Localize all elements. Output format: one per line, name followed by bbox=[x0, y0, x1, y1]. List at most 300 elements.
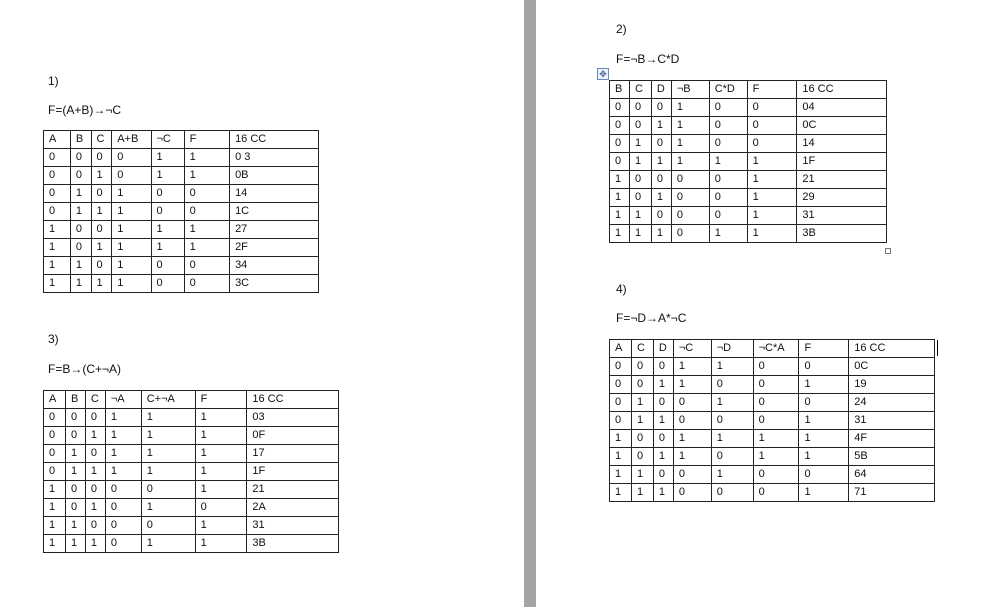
table-cell: 1C bbox=[230, 203, 319, 221]
table-cell: 1 bbox=[651, 189, 671, 207]
table-cell: 0 bbox=[651, 135, 671, 153]
table-cell: 0 bbox=[629, 171, 651, 189]
table-cell: 0 bbox=[799, 466, 849, 484]
table-cell: 1 bbox=[70, 203, 91, 221]
table-cell: 1 bbox=[610, 448, 632, 466]
table-cell: 1 bbox=[753, 448, 799, 466]
table-cell: 0C bbox=[797, 117, 887, 135]
table-row bbox=[610, 448, 935, 466]
table-cell: 0 bbox=[629, 99, 651, 117]
formula: F=(A+B)→¬C bbox=[48, 103, 122, 117]
table-cell: 1 bbox=[673, 376, 711, 394]
table-cell: 0 bbox=[651, 99, 671, 117]
table-cell: 1 bbox=[195, 481, 247, 499]
task-number: 3) bbox=[48, 332, 59, 346]
table-cell: 1F bbox=[797, 153, 887, 171]
table-cell: 0 bbox=[44, 203, 71, 221]
task-number: 2) bbox=[616, 22, 627, 36]
table-cell: 0 bbox=[85, 445, 105, 463]
table-cell: 03 bbox=[247, 409, 339, 427]
table-cell: 0 bbox=[653, 466, 673, 484]
table-cell: 1 bbox=[151, 239, 184, 257]
table-row bbox=[610, 358, 935, 376]
table-row bbox=[44, 221, 319, 239]
table-cell: 1 bbox=[195, 427, 247, 445]
table-cell: 0 3 bbox=[230, 149, 319, 167]
table-cell: 0 bbox=[141, 517, 195, 535]
table-cell: 0 bbox=[711, 448, 753, 466]
table-cell: 1 bbox=[44, 257, 71, 275]
table-cell: 0 bbox=[85, 481, 105, 499]
table-cell: 1 bbox=[105, 427, 141, 445]
table-cell: 0 bbox=[44, 409, 66, 427]
table-cell: 0 bbox=[91, 221, 112, 239]
header-row bbox=[610, 340, 935, 358]
table-cell: 24 bbox=[849, 394, 935, 412]
table-cell: 1 bbox=[610, 171, 630, 189]
table-cell: 1 bbox=[610, 466, 632, 484]
task-4-number-block bbox=[616, 282, 627, 296]
table-cell: 0 bbox=[85, 409, 105, 427]
table-cell: 14 bbox=[230, 185, 319, 203]
table-cell: 21 bbox=[797, 171, 887, 189]
table-cell: 1 bbox=[44, 239, 71, 257]
table-cell: 71 bbox=[849, 484, 935, 502]
task-number: 1) bbox=[48, 74, 59, 88]
table-cell: 0 bbox=[653, 358, 673, 376]
table-cell: 4F bbox=[849, 430, 935, 448]
table-resize-handle[interactable] bbox=[885, 248, 891, 254]
table-cell: 1 bbox=[44, 517, 66, 535]
column-header: 16 CC bbox=[230, 131, 319, 149]
table-cell: 0 bbox=[709, 189, 747, 207]
table-cell: 2F bbox=[230, 239, 319, 257]
table-cell: 1 bbox=[673, 430, 711, 448]
table-cell: 0 bbox=[105, 481, 141, 499]
table-cell: 0 bbox=[753, 358, 799, 376]
table-cell: 1 bbox=[629, 207, 651, 225]
table-cell: 0 bbox=[671, 171, 709, 189]
table-cell: 1 bbox=[44, 499, 66, 517]
text-cursor bbox=[937, 340, 938, 356]
column-header: ¬C bbox=[673, 340, 711, 358]
column-header: C+¬A bbox=[141, 391, 195, 409]
table-cell: 31 bbox=[849, 412, 935, 430]
column-header: F bbox=[799, 340, 849, 358]
table-cell: 0 bbox=[631, 430, 653, 448]
table-cell: 1 bbox=[653, 376, 673, 394]
task-1-number-block bbox=[48, 74, 59, 88]
table-cell: 0 bbox=[610, 394, 632, 412]
table-cell: 1 bbox=[184, 221, 229, 239]
table-cell: 0 bbox=[44, 167, 71, 185]
table-cell: 5B bbox=[849, 448, 935, 466]
table-cell: 0 bbox=[151, 185, 184, 203]
task-1-formula-block bbox=[48, 103, 121, 117]
table-cell: 1 bbox=[91, 167, 112, 185]
table-row bbox=[610, 430, 935, 448]
table-cell: 1 bbox=[631, 484, 653, 502]
table-row bbox=[44, 257, 319, 275]
table-cell: 17 bbox=[247, 445, 339, 463]
table-cell: 0 bbox=[44, 149, 71, 167]
header-row bbox=[610, 81, 887, 99]
table-cell: 1 bbox=[105, 445, 141, 463]
table-cell: 34 bbox=[230, 257, 319, 275]
table-cell: 0 bbox=[44, 445, 66, 463]
table-cell: 0 bbox=[747, 135, 797, 153]
table-cell: 1 bbox=[610, 189, 630, 207]
table-cell: 1 bbox=[141, 427, 195, 445]
table-cell: 1 bbox=[747, 171, 797, 189]
table-cell: 1 bbox=[65, 463, 85, 481]
table-cell: 29 bbox=[797, 189, 887, 207]
column-header: ¬D bbox=[711, 340, 753, 358]
table-cell: 1 bbox=[85, 535, 105, 553]
table-cell: 0 bbox=[70, 149, 91, 167]
table-cell: 1 bbox=[799, 412, 849, 430]
task-4-formula-block bbox=[616, 311, 686, 325]
table-cell: 1 bbox=[105, 409, 141, 427]
table-cell: 1 bbox=[65, 445, 85, 463]
table-cell: 1 bbox=[85, 427, 105, 445]
table-cell: 0 bbox=[610, 117, 630, 135]
table-cell: 0 bbox=[65, 409, 85, 427]
column-header: B bbox=[70, 131, 91, 149]
column-header: F bbox=[184, 131, 229, 149]
table-cell: 1 bbox=[671, 99, 709, 117]
table-cell: 0 bbox=[44, 185, 71, 203]
table-cell: 1 bbox=[141, 409, 195, 427]
table-cell: 1 bbox=[651, 225, 671, 243]
table-cell: 1 bbox=[70, 185, 91, 203]
table-row bbox=[610, 171, 887, 189]
column-header: ¬C bbox=[151, 131, 184, 149]
table-cell: 1 bbox=[112, 275, 151, 293]
table-cell: 0 bbox=[610, 135, 630, 153]
column-header: ¬B bbox=[671, 81, 709, 99]
table-cell: 0 bbox=[105, 535, 141, 553]
table-row bbox=[610, 117, 887, 135]
table-cell: 0 bbox=[709, 117, 747, 135]
table-cell: 1 bbox=[112, 185, 151, 203]
table-cell: 0 bbox=[44, 427, 66, 445]
table-row bbox=[44, 239, 319, 257]
table-cell: 1 bbox=[671, 117, 709, 135]
table-row bbox=[610, 135, 887, 153]
table-cell: 1 bbox=[610, 484, 632, 502]
table-cell: 1 bbox=[711, 430, 753, 448]
table-cell: 1 bbox=[653, 412, 673, 430]
table-row bbox=[44, 149, 319, 167]
table-cell: 0 bbox=[44, 463, 66, 481]
table-move-handle-icon[interactable]: ✥ bbox=[597, 68, 609, 80]
table-cell: 14 bbox=[797, 135, 887, 153]
column-header: 16 CC bbox=[849, 340, 935, 358]
table-cell: 0 bbox=[709, 207, 747, 225]
table-cell: 0 bbox=[753, 376, 799, 394]
table-cell: 1 bbox=[65, 535, 85, 553]
table-cell: 0 bbox=[70, 221, 91, 239]
table-cell: 0B bbox=[230, 167, 319, 185]
table-cell: 1 bbox=[70, 257, 91, 275]
formula: F=B→(C+¬A) bbox=[48, 362, 122, 376]
table-cell: 0 bbox=[799, 394, 849, 412]
table-cell: 1 bbox=[653, 448, 673, 466]
header-row bbox=[44, 391, 339, 409]
table-cell: 0 bbox=[151, 275, 184, 293]
formula: F=¬D→A*¬C bbox=[616, 311, 687, 325]
table-cell: 1 bbox=[70, 275, 91, 293]
table-cell: 0 bbox=[112, 167, 151, 185]
table-cell: 0 bbox=[631, 358, 653, 376]
table-cell: 1 bbox=[747, 189, 797, 207]
table-cell: 1 bbox=[112, 257, 151, 275]
table-cell: 1 bbox=[184, 167, 229, 185]
table-cell: 1 bbox=[711, 466, 753, 484]
column-header: C bbox=[85, 391, 105, 409]
table-cell: 04 bbox=[797, 99, 887, 117]
table-cell: 1 bbox=[184, 149, 229, 167]
table-cell: 0 bbox=[671, 225, 709, 243]
table-row bbox=[44, 499, 339, 517]
table-cell: 0 bbox=[709, 99, 747, 117]
table-row bbox=[610, 484, 935, 502]
table-cell: 0 bbox=[70, 167, 91, 185]
table-row bbox=[44, 535, 339, 553]
column-header: C bbox=[629, 81, 651, 99]
table-row bbox=[610, 466, 935, 484]
table-row bbox=[44, 185, 319, 203]
table-cell: 0 bbox=[184, 185, 229, 203]
task-4-table-block bbox=[609, 339, 935, 502]
column-header: F bbox=[195, 391, 247, 409]
table-cell: 0 bbox=[610, 358, 632, 376]
table-cell: 0 bbox=[610, 376, 632, 394]
task-2-number-block bbox=[616, 22, 627, 36]
task-3-number-block bbox=[48, 332, 59, 346]
table-cell: 0 bbox=[105, 517, 141, 535]
column-header: ¬A bbox=[105, 391, 141, 409]
table-row bbox=[610, 153, 887, 171]
table-row bbox=[44, 463, 339, 481]
table-cell: 1 bbox=[629, 153, 651, 171]
table-cell: 21 bbox=[247, 481, 339, 499]
column-header: C bbox=[91, 131, 112, 149]
table-cell: 1 bbox=[610, 430, 632, 448]
table-row bbox=[610, 189, 887, 207]
table-cell: 1 bbox=[671, 153, 709, 171]
table-cell: 0 bbox=[141, 481, 195, 499]
table-cell: 0 bbox=[91, 257, 112, 275]
table-cell: 0F bbox=[247, 427, 339, 445]
table-cell: 1 bbox=[65, 517, 85, 535]
table-cell: 1 bbox=[799, 448, 849, 466]
table-row bbox=[44, 481, 339, 499]
table-cell: 0 bbox=[799, 358, 849, 376]
table-cell: 1 bbox=[747, 225, 797, 243]
table-cell: 1 bbox=[610, 207, 630, 225]
table-cell: 0 bbox=[91, 149, 112, 167]
table-cell: 1 bbox=[709, 225, 747, 243]
table-cell: 0C bbox=[849, 358, 935, 376]
table-cell: 3C bbox=[230, 275, 319, 293]
table-cell: 0 bbox=[151, 257, 184, 275]
table-row bbox=[44, 427, 339, 445]
table-cell: 1 bbox=[195, 445, 247, 463]
truth-table-1 bbox=[43, 130, 319, 293]
table-cell: 0 bbox=[747, 117, 797, 135]
table-cell: 0 bbox=[184, 257, 229, 275]
table-cell: 1 bbox=[44, 481, 66, 499]
column-header: D bbox=[651, 81, 671, 99]
table-cell: 27 bbox=[230, 221, 319, 239]
table-cell: 1 bbox=[747, 153, 797, 171]
table-cell: 0 bbox=[91, 185, 112, 203]
table-cell: 1F bbox=[247, 463, 339, 481]
table-cell: 0 bbox=[653, 430, 673, 448]
table-cell: 0 bbox=[151, 203, 184, 221]
table-row bbox=[44, 203, 319, 221]
table-cell: 1 bbox=[631, 412, 653, 430]
table-cell: 31 bbox=[797, 207, 887, 225]
table-cell: 1 bbox=[91, 239, 112, 257]
column-header: A+B bbox=[112, 131, 151, 149]
column-header: 16 CC bbox=[247, 391, 339, 409]
table-row bbox=[44, 409, 339, 427]
table-cell: 1 bbox=[105, 463, 141, 481]
table-row bbox=[610, 225, 887, 243]
table-cell: 0 bbox=[70, 239, 91, 257]
table-cell: 1 bbox=[799, 376, 849, 394]
table-cell: 0 bbox=[711, 484, 753, 502]
table-cell: 0 bbox=[65, 427, 85, 445]
table-cell: 0 bbox=[711, 376, 753, 394]
table-row bbox=[44, 445, 339, 463]
table-cell: 1 bbox=[709, 153, 747, 171]
table-cell: 1 bbox=[711, 358, 753, 376]
column-header: F bbox=[747, 81, 797, 99]
table-cell: 0 bbox=[184, 275, 229, 293]
table-cell: 1 bbox=[651, 153, 671, 171]
table-cell: 1 bbox=[653, 484, 673, 502]
table-cell: 0 bbox=[184, 203, 229, 221]
table-cell: 0 bbox=[673, 466, 711, 484]
table-cell: 0 bbox=[631, 376, 653, 394]
table-cell: 0 bbox=[629, 189, 651, 207]
table-cell: 0 bbox=[610, 412, 632, 430]
table-cell: 1 bbox=[112, 221, 151, 239]
table-cell: 1 bbox=[195, 535, 247, 553]
table-cell: 1 bbox=[151, 221, 184, 239]
page-divider bbox=[524, 0, 536, 607]
table-cell: 1 bbox=[629, 225, 651, 243]
table-cell: 0 bbox=[709, 135, 747, 153]
table-row bbox=[44, 517, 339, 535]
column-header: A bbox=[610, 340, 632, 358]
table-cell: 1 bbox=[141, 463, 195, 481]
table-cell: 1 bbox=[44, 221, 71, 239]
table-cell: 0 bbox=[753, 484, 799, 502]
table-cell: 19 bbox=[849, 376, 935, 394]
table-cell: 1 bbox=[610, 225, 630, 243]
table-cell: 1 bbox=[651, 117, 671, 135]
table-cell: 0 bbox=[673, 394, 711, 412]
table-cell: 0 bbox=[651, 171, 671, 189]
table-cell: 1 bbox=[141, 445, 195, 463]
table-cell: 64 bbox=[849, 466, 935, 484]
task-2-table-block bbox=[609, 80, 887, 243]
table-cell: 2A bbox=[247, 499, 339, 517]
table-cell: 0 bbox=[747, 99, 797, 117]
column-header: 16 CC bbox=[797, 81, 887, 99]
table-cell: 1 bbox=[673, 448, 711, 466]
table-cell: 1 bbox=[184, 239, 229, 257]
task-number: 4) bbox=[616, 282, 627, 296]
table-cell: 1 bbox=[141, 535, 195, 553]
column-header: C*D bbox=[709, 81, 747, 99]
table-cell: 0 bbox=[629, 117, 651, 135]
table-cell: 1 bbox=[711, 394, 753, 412]
table-cell: 1 bbox=[44, 535, 66, 553]
table-row bbox=[610, 99, 887, 117]
table-cell: 0 bbox=[610, 99, 630, 117]
table-cell: 1 bbox=[671, 135, 709, 153]
table-cell: 0 bbox=[85, 517, 105, 535]
table-cell: 0 bbox=[671, 189, 709, 207]
table-row bbox=[610, 412, 935, 430]
table-cell: 0 bbox=[65, 481, 85, 499]
table-cell: 1 bbox=[91, 203, 112, 221]
table-cell: 1 bbox=[195, 409, 247, 427]
table-row bbox=[610, 376, 935, 394]
table-cell: 0 bbox=[673, 412, 711, 430]
table-cell: 1 bbox=[195, 517, 247, 535]
table-cell: 1 bbox=[91, 275, 112, 293]
column-header: B bbox=[65, 391, 85, 409]
task-1-table-block bbox=[43, 130, 319, 293]
column-header: ¬C*A bbox=[753, 340, 799, 358]
column-header: D bbox=[653, 340, 673, 358]
column-header: A bbox=[44, 131, 71, 149]
table-cell: 0 bbox=[671, 207, 709, 225]
task-2-formula-block bbox=[616, 52, 679, 66]
column-header: A bbox=[44, 391, 66, 409]
table-cell: 0 bbox=[65, 499, 85, 517]
table-cell: 1 bbox=[747, 207, 797, 225]
table-cell: 1 bbox=[799, 430, 849, 448]
table-cell: 0 bbox=[709, 171, 747, 189]
table-cell: 0 bbox=[195, 499, 247, 517]
table-cell: 1 bbox=[151, 149, 184, 167]
table-cell: 0 bbox=[653, 394, 673, 412]
table-cell: 0 bbox=[753, 412, 799, 430]
truth-table-3 bbox=[43, 390, 339, 553]
table-cell: 31 bbox=[247, 517, 339, 535]
table-cell: 3B bbox=[797, 225, 887, 243]
table-cell: 1 bbox=[753, 430, 799, 448]
table-cell: 0 bbox=[631, 448, 653, 466]
truth-table-2 bbox=[609, 80, 887, 243]
table-row bbox=[610, 394, 935, 412]
header-row bbox=[44, 131, 319, 149]
table-cell: 3B bbox=[247, 535, 339, 553]
table-cell: 1 bbox=[631, 466, 653, 484]
table-cell: 1 bbox=[799, 484, 849, 502]
table-cell: 1 bbox=[629, 135, 651, 153]
table-cell: 1 bbox=[85, 499, 105, 517]
table-cell: 0 bbox=[112, 149, 151, 167]
